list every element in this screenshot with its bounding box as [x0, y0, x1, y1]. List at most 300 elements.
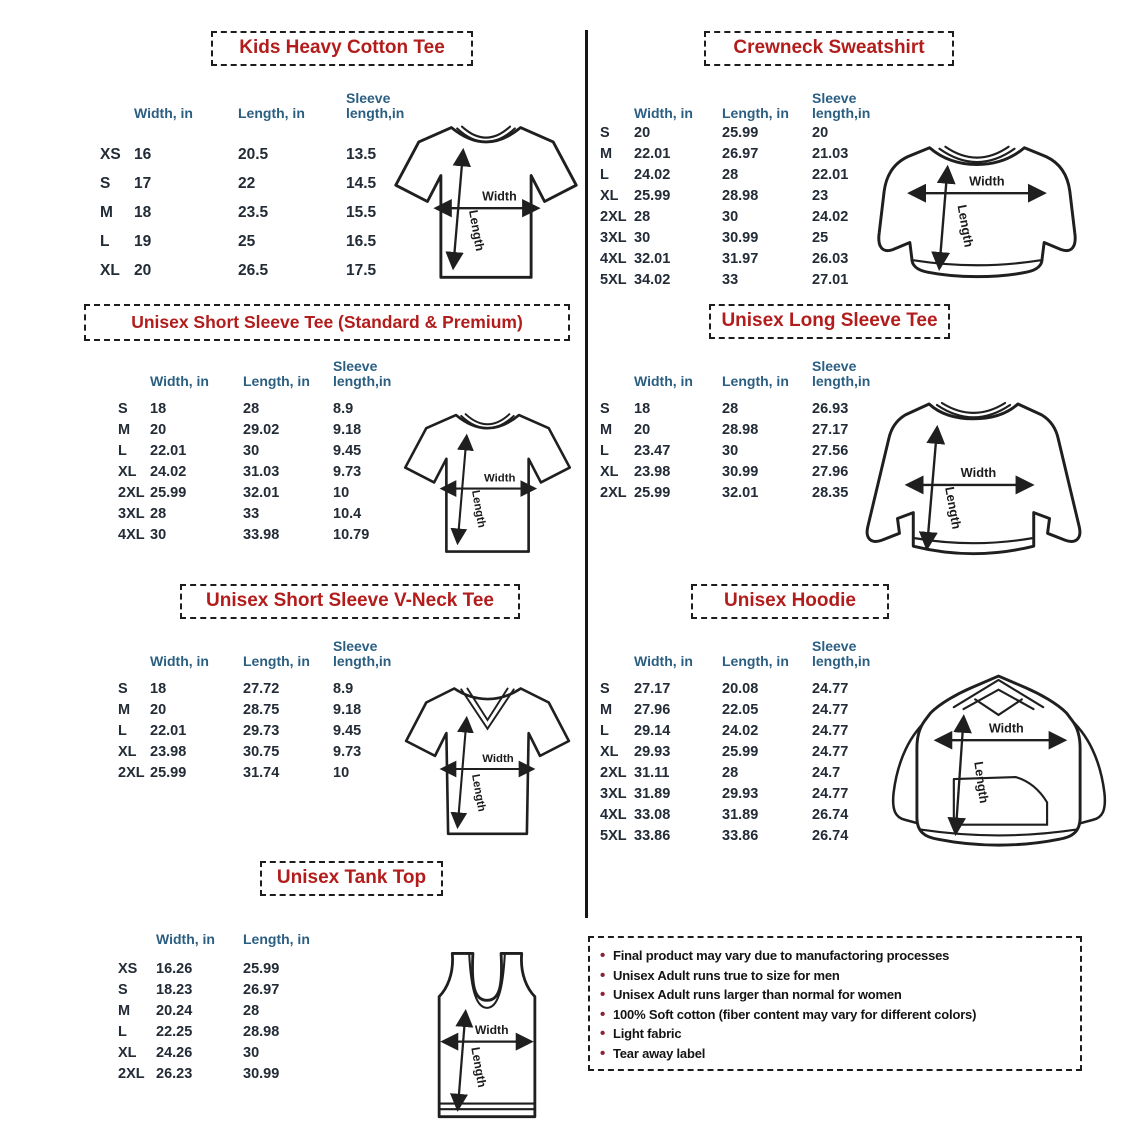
size-table	[114, 630, 413, 783]
width-label: Width	[960, 465, 997, 481]
size-row	[596, 398, 888, 419]
measurement-value: 20	[812, 124, 829, 141]
column-header: Sleeve length,in	[812, 357, 871, 390]
width-label: Width	[474, 1023, 509, 1038]
size-table	[114, 908, 339, 1084]
note-text: Final product may vary due to manufactoring processes	[613, 948, 950, 963]
bullet-icon: •	[600, 1005, 606, 1023]
measurement-value: 9.45	[333, 442, 362, 459]
measurement-value: 31.97	[722, 250, 759, 267]
measurement-value: 33	[722, 271, 739, 288]
measurement-value: 25.99	[722, 743, 759, 760]
measurement-value: 24.77	[812, 743, 849, 760]
size-row	[114, 482, 413, 503]
column-header: Length, in	[243, 931, 310, 948]
section-title-box	[211, 31, 473, 66]
size-row	[596, 762, 888, 783]
size-row	[114, 958, 339, 979]
note-text: Unisex Adult runs true to size for men	[613, 967, 840, 983]
measurement-value: 30.99	[722, 229, 759, 246]
measurement-value: 32.01	[722, 484, 759, 501]
section-title-box	[709, 304, 950, 339]
section-title-box	[180, 584, 520, 619]
size-row	[596, 227, 888, 248]
measurement-value: 27.72	[243, 680, 280, 697]
section-title: Unisex Long Sleeve Tee	[721, 310, 938, 331]
size-label: S	[118, 400, 128, 417]
measurement-value: 22.01	[812, 166, 849, 183]
size-label: XL	[600, 743, 619, 760]
section-title: Crewneck Sweatshirt	[733, 37, 925, 58]
garment-outline	[917, 676, 1080, 845]
size-label: S	[600, 400, 610, 417]
size-label: L	[118, 722, 127, 739]
size-label: 3XL	[600, 229, 627, 246]
size-row	[114, 1000, 339, 1021]
measurement-value: 26.23	[156, 1065, 193, 1082]
column-header: Length, in	[243, 373, 310, 390]
measurement-value: 28.98	[722, 421, 759, 438]
measurement-value: 28	[243, 1002, 260, 1019]
size-row	[596, 678, 888, 699]
longsleeve-diagram	[858, 390, 1090, 570]
size-row	[114, 419, 413, 440]
size-label: L	[118, 442, 127, 459]
measurement-value: 8.9	[333, 400, 354, 417]
size-row	[114, 979, 339, 1000]
size-row	[114, 741, 413, 762]
measurement-value: 27.96	[812, 463, 849, 480]
measurement-value: 24.77	[812, 680, 849, 697]
size-label: XL	[118, 1044, 137, 1061]
measurement-value: 27.17	[634, 680, 671, 697]
size-label: 2XL	[118, 484, 145, 501]
note-item	[600, 1044, 1070, 1064]
measurement-value: 27.17	[812, 421, 849, 438]
measurement-value: 22.01	[150, 442, 187, 459]
section-title-box	[691, 584, 889, 619]
size-label: 2XL	[118, 764, 145, 781]
measurement-value: 28	[722, 166, 739, 183]
collar-inner-line	[462, 127, 510, 138]
measurement-value: 32.01	[243, 484, 280, 501]
width-label: Width	[484, 472, 516, 485]
size-row	[596, 741, 888, 762]
table-header-row	[596, 630, 888, 670]
length-label: Length	[468, 1045, 490, 1089]
measurement-value: 22.25	[156, 1023, 193, 1040]
size-row	[96, 140, 434, 169]
measurement-value: 31.89	[634, 785, 671, 802]
measurement-value: 26.93	[812, 400, 849, 417]
measurement-value: 30	[243, 1044, 260, 1061]
measurement-value: 31.11	[634, 764, 670, 781]
measurement-value: 22.01	[634, 145, 671, 162]
size-row	[596, 720, 888, 741]
measurement-value: 20	[150, 421, 167, 438]
measurement-value: 26.74	[812, 806, 849, 823]
measurement-value: 30.99	[243, 1065, 280, 1082]
measurement-value: 33.08	[634, 806, 671, 823]
measurement-value: 18.23	[156, 981, 193, 998]
size-label: 2XL	[600, 764, 627, 781]
size-label: 5XL	[600, 827, 627, 844]
size-table	[114, 350, 413, 545]
section-title-box	[260, 861, 443, 896]
size-row	[596, 783, 888, 804]
measurement-value: 26.97	[243, 981, 280, 998]
note-item	[600, 946, 1070, 966]
size-row	[96, 198, 434, 227]
note-text: Tear away label	[613, 1045, 706, 1061]
measurement-value: 28	[243, 400, 260, 417]
measurement-value: 29.93	[722, 785, 759, 802]
size-label: XL	[100, 261, 120, 279]
size-label: XL	[118, 463, 137, 480]
tank-top-diagram	[426, 944, 548, 1128]
table-header-row	[114, 908, 339, 948]
size-row	[596, 419, 888, 440]
measurement-value: 28.98	[243, 1023, 280, 1040]
size-label: L	[118, 1023, 127, 1040]
measurement-value: 30	[243, 442, 260, 459]
bullet-icon: •	[600, 947, 606, 964]
measurement-value: 9.73	[333, 743, 362, 760]
measurement-value: 22	[238, 174, 256, 192]
size-label: M	[118, 701, 131, 718]
measurement-value: 17.5	[346, 261, 377, 279]
measurement-value: 9.18	[333, 421, 362, 438]
vneck-diagram	[400, 676, 575, 848]
section-title: Unisex Short Sleeve V-Neck Tee	[206, 590, 494, 611]
size-row	[114, 762, 413, 783]
measurement-value: 28	[722, 764, 739, 781]
size-row	[114, 503, 413, 524]
size-label: S	[600, 680, 610, 697]
measurement-value: 30.99	[722, 463, 759, 480]
size-label: S	[600, 124, 610, 141]
size-label: L	[600, 166, 609, 183]
measurement-value: 23	[812, 187, 829, 204]
measurement-value: 29.14	[634, 722, 671, 739]
measurement-value: 13.5	[346, 145, 377, 163]
size-row	[96, 227, 434, 256]
measurement-value: 22.01	[150, 722, 187, 739]
bullet-icon: •	[600, 966, 606, 984]
measurement-value: 23.5	[238, 203, 269, 221]
section-title: Unisex Short Sleeve Tee (Standard & Premium)	[131, 312, 523, 332]
column-header: Length, in	[722, 373, 789, 390]
size-label: 3XL	[118, 505, 145, 522]
measurement-value: 25.99	[150, 484, 187, 501]
measurement-value: 9.73	[333, 463, 362, 480]
measurement-value: 24.02	[722, 722, 759, 739]
note-text: Light fabric	[613, 1026, 682, 1041]
note-item	[600, 966, 1070, 986]
size-label: 4XL	[600, 806, 627, 823]
collar-inner-line	[942, 403, 1005, 413]
measurement-value: 9.18	[333, 701, 362, 718]
measurement-value: 25.99	[722, 124, 759, 141]
note-item	[600, 985, 1070, 1005]
size-row	[96, 256, 434, 285]
garment-outline	[879, 148, 1075, 277]
note-text: Unisex Adult runs larger than normal for women	[613, 987, 902, 1002]
measurement-value: 28.75	[243, 701, 280, 718]
measurement-value: 29.73	[243, 722, 280, 739]
table-header-row	[596, 350, 888, 390]
measurement-value: 26.5	[238, 261, 269, 279]
measurement-value: 29.02	[243, 421, 280, 438]
measurement-value: 24.26	[156, 1044, 193, 1061]
size-label: M	[600, 421, 613, 438]
size-row	[114, 678, 413, 699]
size-label: M	[600, 701, 613, 718]
measurement-value: 30	[634, 229, 651, 246]
measurement-value: 24.77	[812, 722, 849, 739]
measurement-value: 27.96	[634, 701, 671, 718]
measurement-value: 32.01	[634, 250, 671, 267]
size-row	[596, 461, 888, 482]
size-row	[596, 440, 888, 461]
column-header: Width, in	[150, 373, 209, 390]
size-label: 3XL	[600, 785, 627, 802]
size-label: 5XL	[600, 271, 627, 288]
measurement-value: 18	[134, 203, 152, 221]
size-table	[596, 350, 888, 503]
measurement-value: 8.9	[333, 680, 354, 697]
measurement-value: 22.05	[722, 701, 759, 718]
measurement-value: 25.99	[634, 484, 671, 501]
length-label: Length	[971, 760, 991, 805]
column-header: Width, in	[634, 105, 693, 122]
measurement-value: 20	[634, 421, 651, 438]
column-header: Length, in	[238, 105, 305, 122]
measurement-value: 31.89	[722, 806, 759, 823]
collar-inner-line	[466, 414, 510, 424]
size-row	[114, 398, 413, 419]
measurement-value: 24.77	[812, 785, 849, 802]
size-label: S	[100, 174, 111, 192]
measurement-value: 10	[333, 484, 350, 501]
note-item	[600, 1024, 1070, 1044]
measurement-value: 23.98	[634, 463, 671, 480]
column-header: Sleeve length,in	[333, 357, 392, 390]
measurement-value: 16	[134, 145, 152, 163]
vertical-divider	[585, 30, 588, 918]
measurement-value: 23.98	[150, 743, 187, 760]
collar-inner-line	[945, 147, 1008, 158]
measurement-value: 23.47	[634, 442, 671, 459]
size-label: M	[600, 145, 613, 162]
measurement-value: 25.99	[243, 960, 280, 977]
column-header: Sleeve length,in	[333, 637, 392, 670]
size-label: L	[600, 442, 609, 459]
size-row	[114, 524, 413, 545]
product-notes-box	[588, 936, 1082, 1071]
measurement-value: 18	[150, 400, 167, 417]
bullet-icon: •	[600, 1044, 606, 1062]
size-label: S	[118, 981, 128, 998]
length-label: Length	[465, 208, 488, 253]
measurement-value: 30	[722, 208, 739, 225]
size-row	[96, 169, 434, 198]
size-label: XS	[118, 960, 138, 977]
measurement-value: 28	[634, 208, 651, 225]
measurement-value: 26.74	[812, 827, 849, 844]
measurement-value: 24.77	[812, 701, 849, 718]
width-label: Width	[482, 189, 517, 204]
length-label: Length	[469, 773, 488, 813]
size-row	[596, 699, 888, 720]
hoodie-diagram	[880, 664, 1118, 864]
size-label: 2XL	[600, 208, 627, 225]
size-row	[596, 825, 888, 846]
measurement-value: 33.86	[634, 827, 671, 844]
table-header-row	[114, 350, 413, 390]
measurement-value: 33.98	[243, 526, 280, 543]
measurement-value: 18	[634, 400, 651, 417]
measurement-value: 10.4	[333, 505, 362, 522]
measurement-value: 20	[634, 124, 651, 141]
measurement-value: 14.5	[346, 174, 377, 192]
measurement-value: 24.02	[634, 166, 671, 183]
measurement-value: 20	[134, 261, 152, 279]
measurement-value: 25.99	[150, 764, 187, 781]
measurement-value: 15.5	[346, 203, 377, 221]
length-label: Length	[469, 489, 488, 529]
size-label: XL	[600, 187, 619, 204]
size-row	[596, 482, 888, 503]
size-row	[114, 699, 413, 720]
measurement-value: 10.79	[333, 526, 370, 543]
measurement-value: 33.86	[722, 827, 759, 844]
measurement-value: 24.7	[812, 764, 841, 781]
measurement-value: 31.03	[243, 463, 280, 480]
column-header: Sleeve length,in	[346, 89, 405, 122]
sweatshirt-diagram	[866, 128, 1086, 286]
column-header: Length, in	[243, 653, 310, 670]
measurement-value: 10	[333, 764, 350, 781]
size-row	[596, 269, 888, 290]
size-row	[114, 720, 413, 741]
size-label: M	[118, 421, 131, 438]
width-label: Width	[482, 753, 514, 765]
table-header-row	[96, 82, 434, 122]
measurement-value: 16.26	[156, 960, 193, 977]
measurement-value: 25.99	[634, 187, 671, 204]
column-header: Width, in	[634, 373, 693, 390]
measurement-value: 20.5	[238, 145, 269, 163]
size-row	[114, 1021, 339, 1042]
column-header: Width, in	[634, 653, 693, 670]
column-header: Width, in	[150, 653, 209, 670]
size-row	[596, 206, 888, 227]
note-item	[600, 1005, 1070, 1025]
table-header-row	[114, 630, 413, 670]
bullet-icon: •	[600, 1025, 606, 1042]
measurement-value: 21.03	[812, 145, 849, 162]
size-row	[596, 122, 888, 143]
section-title: Kids Heavy Cotton Tee	[239, 37, 445, 58]
width-label: Width	[969, 173, 1005, 189]
column-header: Sleeve length,in	[812, 637, 871, 670]
measurement-value: 34.02	[634, 271, 671, 288]
size-row	[114, 1042, 339, 1063]
measurement-value: 28.35	[812, 484, 849, 501]
size-label: S	[118, 680, 128, 697]
size-row	[596, 143, 888, 164]
measurement-value: 33	[243, 505, 260, 522]
section-title-box	[84, 304, 570, 341]
measurement-value: 17	[134, 174, 152, 192]
tee-diagram	[390, 112, 582, 290]
measurement-value: 27.01	[812, 271, 849, 288]
tee-diagram	[400, 396, 575, 568]
size-label: L	[100, 232, 110, 250]
column-header: Width, in	[134, 105, 193, 122]
measurement-value: 27.56	[812, 442, 849, 459]
size-table	[596, 82, 888, 290]
measurement-value: 9.45	[333, 722, 362, 739]
size-label: 2XL	[118, 1065, 145, 1082]
column-header: Length, in	[722, 653, 789, 670]
measurement-value: 19	[134, 232, 152, 250]
table-header-row	[596, 82, 888, 122]
section-title: Unisex Hoodie	[724, 590, 856, 611]
size-row	[114, 1063, 339, 1084]
measurement-value: 20	[150, 701, 167, 718]
column-header: Sleeve length,in	[812, 89, 871, 122]
size-row	[596, 804, 888, 825]
measurement-value: 24.02	[812, 208, 849, 225]
size-label: XL	[600, 463, 619, 480]
measurement-value: 16.5	[346, 232, 377, 250]
measurement-value: 30	[722, 442, 739, 459]
note-text: 100% Soft cotton (fiber content may vary for different colors)	[613, 1006, 977, 1022]
size-label: 2XL	[600, 484, 627, 501]
measurement-value: 30	[150, 526, 167, 543]
measurement-value: 28	[722, 400, 739, 417]
size-label: 4XL	[600, 250, 627, 267]
size-label: L	[600, 722, 609, 739]
size-table	[596, 630, 888, 846]
measurement-value: 25	[812, 229, 829, 246]
length-label: Length	[954, 203, 977, 249]
measurement-value: 26.03	[812, 250, 849, 267]
measurement-value: 29.93	[634, 743, 671, 760]
measurement-value: 30.75	[243, 743, 280, 760]
measurement-value: 18	[150, 680, 167, 697]
bullet-icon: •	[600, 986, 606, 1003]
measurement-value: 31.74	[243, 764, 280, 781]
size-table	[96, 82, 434, 285]
size-row	[114, 440, 413, 461]
length-label: Length	[942, 485, 965, 531]
measurement-value: 25	[238, 232, 256, 250]
size-label: XS	[100, 145, 121, 163]
measurement-value: 28	[150, 505, 167, 522]
measurement-value: 20.08	[722, 680, 759, 697]
measurement-value: 26.97	[722, 145, 759, 162]
size-row	[596, 248, 888, 269]
size-row	[596, 185, 888, 206]
column-header: Length, in	[722, 105, 789, 122]
column-header: Width, in	[156, 931, 215, 948]
size-label: XL	[118, 743, 137, 760]
measurement-value: 24.02	[150, 463, 187, 480]
size-row	[114, 461, 413, 482]
